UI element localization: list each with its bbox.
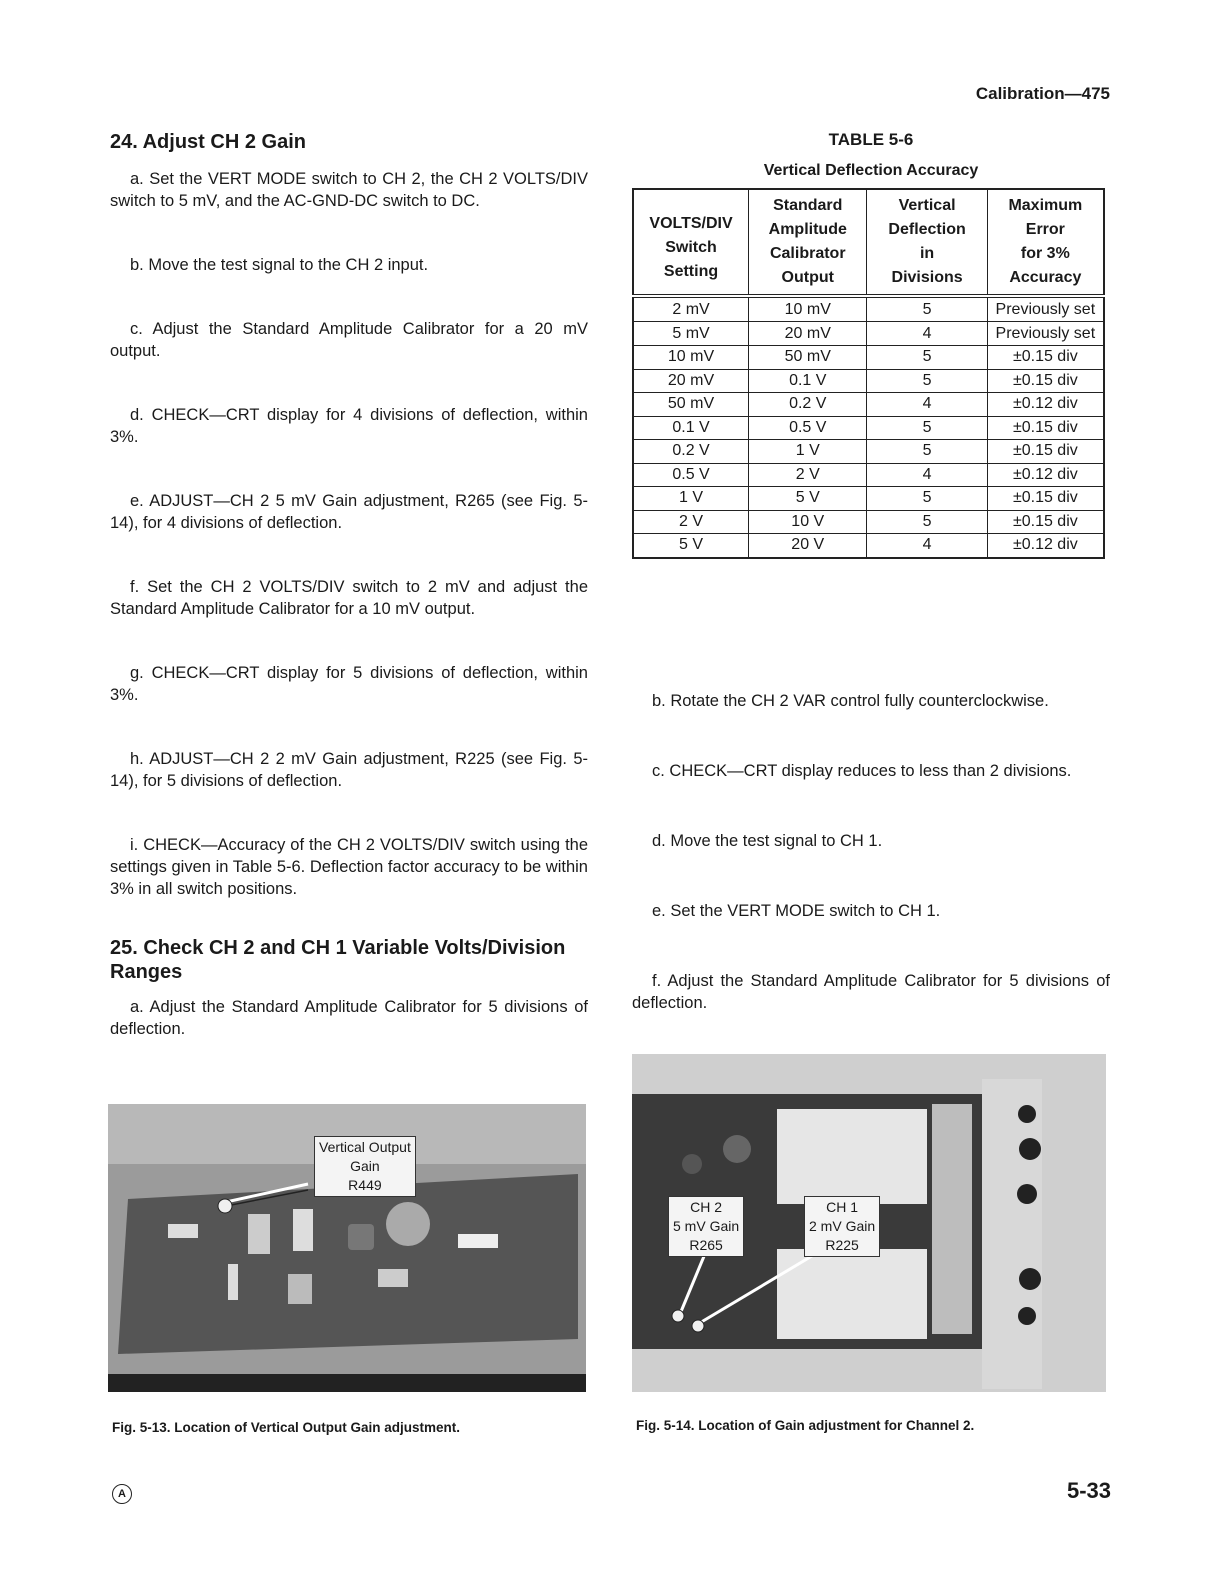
left-column <box>110 130 588 1040</box>
table-cell: ±0.15 div <box>987 346 1104 370</box>
table-cell: 0.2 V <box>749 393 867 417</box>
table-cell: 5 <box>867 487 987 511</box>
step-25b: b. Rotate the CH 2 VAR control fully counterclockwise. <box>652 692 1049 710</box>
step-24a: a. Set the VERT MODE switch to CH 2, the CH 2 VOLTS/DIV switch to 5 mV, and the AC-GND-DC switch to DC. <box>110 170 588 210</box>
table-cell: 5 <box>867 369 987 393</box>
table-cell: 4 <box>867 534 987 558</box>
step-24d: d. CHECK—CRT display for 4 divisions of deflection, within 3%. <box>110 406 588 446</box>
step-24h: h. ADJUST—CH 2 2 mV Gain adjustment, R225 (see Fig. 5-14), for 5 divisions of deflection. <box>110 750 588 790</box>
table-cell: 5 <box>867 416 987 440</box>
table-number: TABLE 5-6 <box>828 130 914 149</box>
step-25f: f. Adjust the Standard Amplitude Calibrator for 5 divisions of deflection. <box>632 972 1110 1012</box>
table-cell: 5 <box>867 440 987 464</box>
table-cell: 20 V <box>749 534 867 558</box>
table-cell: 4 <box>867 322 987 346</box>
table-row <box>633 487 1104 511</box>
section-24-heading: 24. Adjust CH 2 Gain <box>110 131 306 153</box>
table-cell: ±0.12 div <box>987 534 1104 558</box>
figure-5-13-photo <box>108 1104 586 1392</box>
table-cell: ±0.15 div <box>987 487 1104 511</box>
table-cell: ±0.15 div <box>987 416 1104 440</box>
table-cell: 0.5 V <box>749 416 867 440</box>
step-24b: b. Move the test signal to the CH 2 input. <box>130 256 429 274</box>
table-cell: 0.1 V <box>749 369 867 393</box>
table-header-deflection: Vertical Deflection in Divisions <box>867 189 987 296</box>
fig13-caption: Fig. 5-13. Location of Vertical Output Gain adjustment. <box>112 1420 461 1435</box>
table-title: Vertical Deflection Accuracy <box>763 162 979 179</box>
table-cell: 2 mV <box>633 296 749 322</box>
step-25e: e. Set the VERT MODE switch to CH 1. <box>652 902 941 920</box>
table-cell: 20 mV <box>749 322 867 346</box>
table-cell: 2 V <box>749 463 867 487</box>
table-cell: 4 <box>867 393 987 417</box>
table-cell: 0.1 V <box>633 416 749 440</box>
table-cell: 10 V <box>749 510 867 534</box>
table-row <box>633 510 1104 534</box>
table-cell: 20 mV <box>633 369 749 393</box>
step-25a: a. Adjust the Standard Amplitude Calibrator for 5 divisions of deflection. <box>110 998 588 1038</box>
table-row <box>633 322 1104 346</box>
fig14-caption: Fig. 5-14. Location of Gain adjustment for Channel 2. <box>636 1418 975 1433</box>
table-cell: ±0.12 div <box>987 463 1104 487</box>
table-row <box>633 416 1104 440</box>
table-row <box>633 393 1104 417</box>
table-cell: Previously set <box>987 296 1104 322</box>
table-cell: 1 V <box>633 487 749 511</box>
table-header-row <box>633 189 1104 296</box>
table-cell: 5 <box>867 296 987 322</box>
table-row <box>633 463 1104 487</box>
table-row <box>633 440 1104 464</box>
table-cell: 5 <box>867 346 987 370</box>
table-header-calibrator: Standard Amplitude Calibrator Output <box>749 189 867 296</box>
table-cell: 5 V <box>633 534 749 558</box>
publisher-logo: A <box>112 1484 132 1504</box>
table-cell: ±0.15 div <box>987 369 1104 393</box>
table-cell: ±0.12 div <box>987 393 1104 417</box>
section-25-heading: 25. Check CH 2 and CH 1 Variable Volts/Division Ranges <box>110 937 566 983</box>
fig14-callout-ch2: CH 2 5 mV Gain R265 <box>668 1196 744 1257</box>
table-cell: ±0.15 div <box>987 510 1104 534</box>
step-24c: c. Adjust the Standard Amplitude Calibrator for a 20 mV output. <box>110 320 588 360</box>
table-cell: 10 mV <box>749 296 867 322</box>
table-cell: 0.5 V <box>633 463 749 487</box>
table-cell: 1 V <box>749 440 867 464</box>
step-24f: f. Set the CH 2 VOLTS/DIV switch to 2 mV and adjust the Standard Amplitude Calibrator for a 10 mV output. <box>110 578 588 618</box>
table-row <box>633 534 1104 558</box>
step-25f-wrap <box>632 970 1110 1014</box>
page-number: 5-33 <box>1066 1478 1111 1503</box>
table-cell: Previously set <box>987 322 1104 346</box>
running-head: Calibration—475 <box>975 84 1110 103</box>
figure-5-14-photo <box>632 1054 1106 1392</box>
table-cell: 10 mV <box>633 346 749 370</box>
table-header-max-error: Maximum Error for 3% Accuracy <box>987 189 1104 296</box>
step-24i: i. CHECK—Accuracy of the CH 2 VOLTS/DIV switch using the settings given in Table 5-6. Deflection factor accuracy to be within 3% in all switch positions. <box>110 836 588 898</box>
table-row <box>633 296 1104 322</box>
table-cell: 4 <box>867 463 987 487</box>
right-column <box>632 130 1110 559</box>
table-cell: 2 V <box>633 510 749 534</box>
step-24g: g. CHECK—CRT display for 5 divisions of deflection, within 3%. <box>110 664 588 704</box>
table-cell: 5 V <box>749 487 867 511</box>
table-cell: 0.2 V <box>633 440 749 464</box>
table-row <box>633 369 1104 393</box>
step-25c: c. CHECK—CRT display reduces to less than 2 divisions. <box>652 762 1072 780</box>
step-25d: d. Move the test signal to CH 1. <box>652 832 883 850</box>
right-steps <box>652 690 1110 922</box>
table-cell: 5 mV <box>633 322 749 346</box>
table-header-volts-div: VOLTS/DIV Switch Setting <box>633 189 749 296</box>
table-cell: ±0.15 div <box>987 440 1104 464</box>
table-cell: 5 <box>867 510 987 534</box>
fig13-callout: Vertical Output Gain R449 <box>314 1136 416 1197</box>
table-row <box>633 346 1104 370</box>
table-cell: 50 mV <box>749 346 867 370</box>
fig14-callout-ch1: CH 1 2 mV Gain R225 <box>804 1196 880 1257</box>
table-cell: 50 mV <box>633 393 749 417</box>
deflection-accuracy-table <box>632 188 1105 559</box>
step-24e: e. ADJUST—CH 2 5 mV Gain adjustment, R265 (see Fig. 5-14), for 4 divisions of deflection. <box>110 492 588 532</box>
